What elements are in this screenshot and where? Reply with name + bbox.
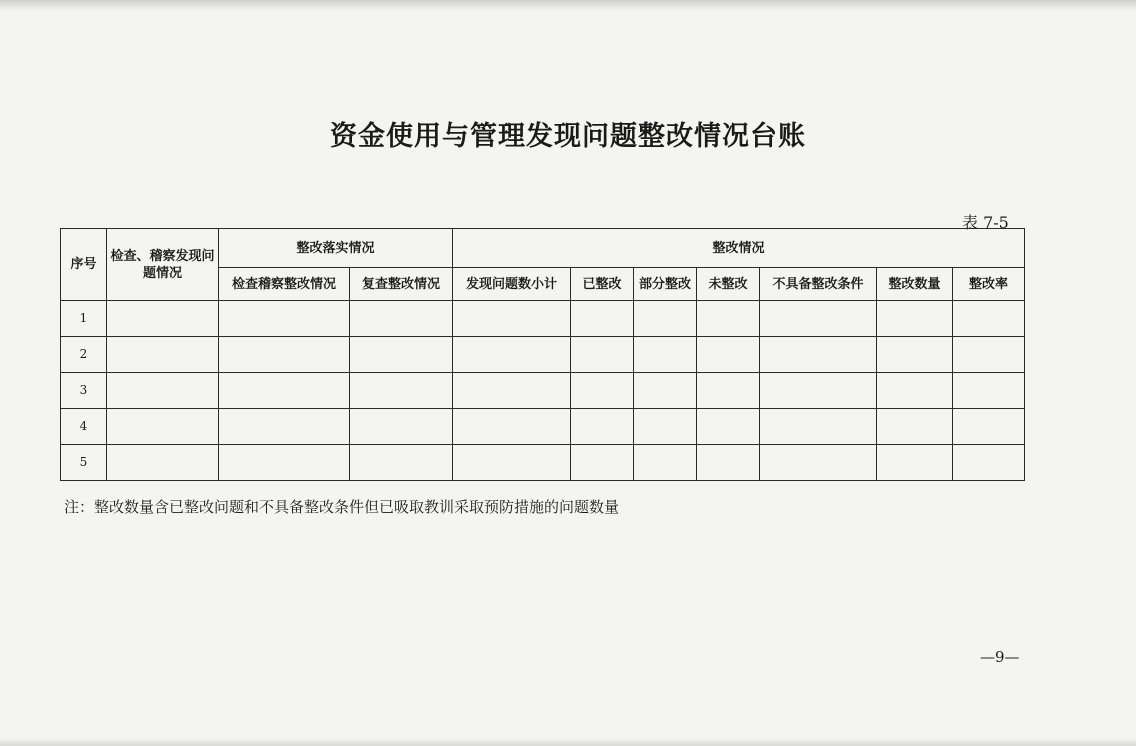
- table-header-row-top: [61, 229, 1025, 268]
- table-cell: [760, 409, 877, 445]
- header-issues: 检查、稽察发现问题情况: [107, 229, 219, 301]
- table-cell: [350, 445, 453, 481]
- table-cell: [571, 373, 634, 409]
- row-seq: 3: [61, 373, 107, 409]
- page-top-edge: [0, 0, 1136, 12]
- document-title: 资金使用与管理发现问题整改情况台账: [330, 121, 806, 152]
- table-cell: [107, 409, 219, 445]
- table-cell: [453, 373, 571, 409]
- table-cell: [219, 445, 350, 481]
- table-cell: [219, 373, 350, 409]
- table-cell: [697, 301, 760, 337]
- table-cell: [453, 445, 571, 481]
- table-cell: [571, 337, 634, 373]
- table-cell: [697, 373, 760, 409]
- table-cell: [697, 337, 760, 373]
- header-partial: 部分整改: [634, 268, 697, 301]
- table-cell: [350, 373, 453, 409]
- table-cell: [877, 301, 953, 337]
- table-row: [61, 301, 1025, 337]
- table-cell: [953, 337, 1025, 373]
- table-cell: [350, 301, 453, 337]
- header-not-rectified: 未整改: [697, 268, 760, 301]
- header-inspection-rectification: 检查稽察整改情况: [219, 268, 350, 301]
- table-cell: [571, 445, 634, 481]
- table-cell: [350, 409, 453, 445]
- table-cell: [953, 445, 1025, 481]
- table-cell: [350, 337, 453, 373]
- header-rectification-rate: 整改率: [953, 268, 1025, 301]
- table-row: [61, 373, 1025, 409]
- table-cell: [107, 445, 219, 481]
- header-status: 整改情况: [453, 229, 1025, 268]
- table-cell: [760, 337, 877, 373]
- row-seq: 5: [61, 445, 107, 481]
- table-cell: [953, 301, 1025, 337]
- table-cell: [453, 301, 571, 337]
- table-cell: [453, 337, 571, 373]
- table-number: 表 7-5: [962, 213, 1009, 232]
- table-cell: [219, 301, 350, 337]
- table-cell: [571, 409, 634, 445]
- table-row: [61, 409, 1025, 445]
- table-cell: [571, 301, 634, 337]
- table-cell: [219, 409, 350, 445]
- page-bottom-edge: [0, 738, 1136, 746]
- table-cell: [877, 445, 953, 481]
- table-cell: [877, 337, 953, 373]
- table-cell: [953, 409, 1025, 445]
- table-cell: [697, 445, 760, 481]
- table-cell: [107, 301, 219, 337]
- table-note: 注：整改数量含已整改问题和不具备整改条件但已吸取教训采取预防措施的问题数量: [64, 498, 620, 516]
- table-cell: [219, 337, 350, 373]
- table-cell: [760, 373, 877, 409]
- table-row: [61, 337, 1025, 373]
- table-cell: [634, 337, 697, 373]
- row-seq: 4: [61, 409, 107, 445]
- table-cell: [634, 409, 697, 445]
- table-cell: [877, 409, 953, 445]
- table-cell: [760, 445, 877, 481]
- header-implementation: 整改落实情况: [219, 229, 453, 268]
- table-cell: [634, 445, 697, 481]
- table-cell: [760, 301, 877, 337]
- header-rectified: 已整改: [571, 268, 634, 301]
- table-cell: [697, 409, 760, 445]
- table-cell: [634, 373, 697, 409]
- header-rectified-count: 整改数量: [877, 268, 953, 301]
- table-cell: [634, 301, 697, 337]
- table-cell: [877, 373, 953, 409]
- page-number: —9—: [980, 648, 1020, 666]
- row-seq: 1: [61, 301, 107, 337]
- header-review-rectification: 复查整改情况: [350, 268, 453, 301]
- table-cell: [107, 337, 219, 373]
- row-seq: 2: [61, 337, 107, 373]
- header-subtotal: 发现问题数小计: [453, 268, 571, 301]
- table-row: [61, 445, 1025, 481]
- header-no-conditions: 不具备整改条件: [760, 268, 877, 301]
- rectification-ledger-table: [60, 228, 1025, 481]
- header-seq: 序号: [61, 229, 107, 301]
- table-cell: [953, 373, 1025, 409]
- table-cell: [453, 409, 571, 445]
- table-cell: [107, 373, 219, 409]
